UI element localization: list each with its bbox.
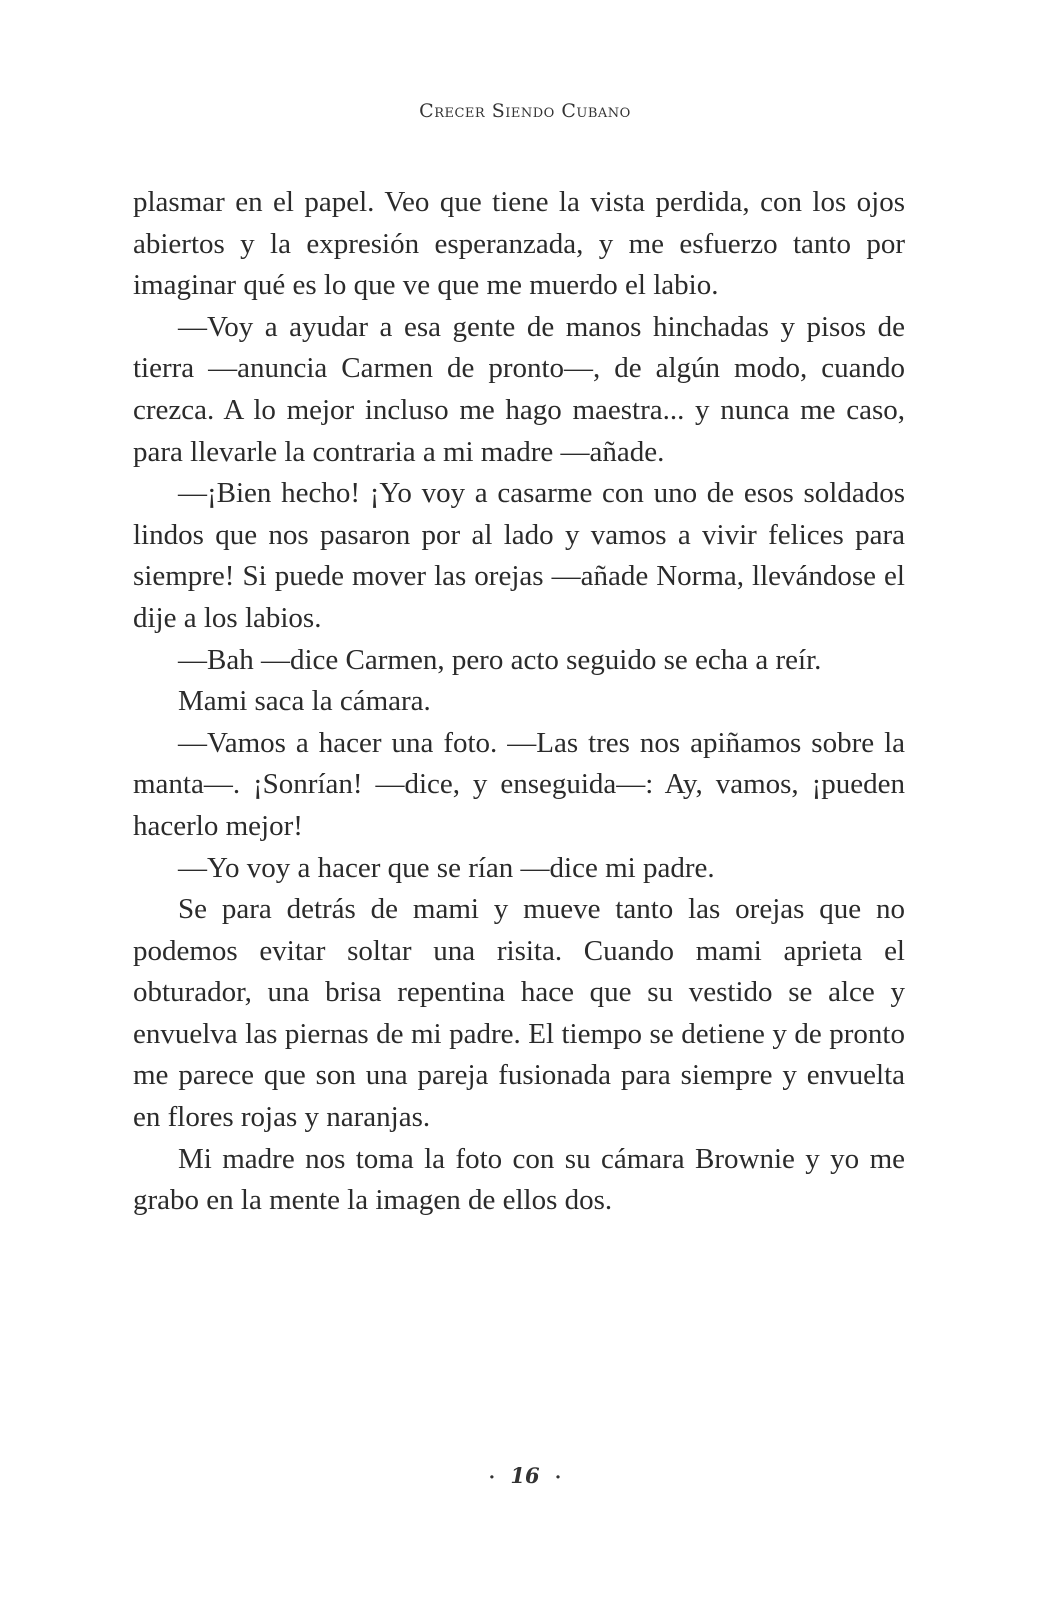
paragraph: Se para detrás de mami y mueve tanto las orejas que no podemos evitar soltar una risita. Cuando mami aprieta el obturador, una brisa repentina hace que su vestido se alce y envuelva las piernas de mi padre. El tiempo se detiene y de pronto me parece que son una pareja fusionada para siempre y envuelta en flores rojas y naranjas. <box>133 893 905 1134</box>
paragraph: —Vamos a hacer una foto. —Las tres nos apiñamos sobre la manta—. ¡Sonrían! —dice, y enseguida—: Ay, vamos, ¡pueden hacerlo mejor! <box>133 726 905 842</box>
body-text <box>133 182 905 1222</box>
paragraph: Mami saca la cámara. <box>178 685 431 718</box>
folio-ornament-left: · <box>488 1467 496 1488</box>
paragraph: —¡Bien hecho! ¡Yo voy a casarme con uno de esos soldados lindos que nos pasaron por al lado y vamos a vivir felices para siempre! Si puede mover las orejas —añade Norma, llevándose el dije a los labios. <box>133 477 905 634</box>
paragraph: —Bah —dice Carmen, pero acto seguido se echa a reír. <box>178 643 822 676</box>
folio-ornament-right: · <box>554 1467 562 1488</box>
running-header: Crecer Siendo Cubano <box>419 100 631 122</box>
paragraph: —Yo voy a hacer que se rían —dice mi padre. <box>178 851 715 884</box>
page-number-footer <box>0 1463 1050 1488</box>
paragraph: plasmar en el papel. Veo que tiene la vista perdida, con los ojos abiertos y la expresión esperanzada, y me esfuerzo tanto por imaginar qué es lo que ve que me muerdo el labio. <box>133 186 905 302</box>
page-number: 16 <box>510 1463 540 1488</box>
paragraph: —Voy a ayudar a esa gente de manos hinchadas y pisos de tierra —anuncia Carmen de pronto—, de algún modo, cuando crezca. A lo mejor incluso me hago maestra... y nunca me caso, para llevarle la contraria a mi madre —añade. <box>133 310 905 468</box>
paragraph: Mi madre nos toma la foto con su cámara Brownie y yo me grabo en la mente la imagen de ellos dos. <box>133 1142 905 1217</box>
